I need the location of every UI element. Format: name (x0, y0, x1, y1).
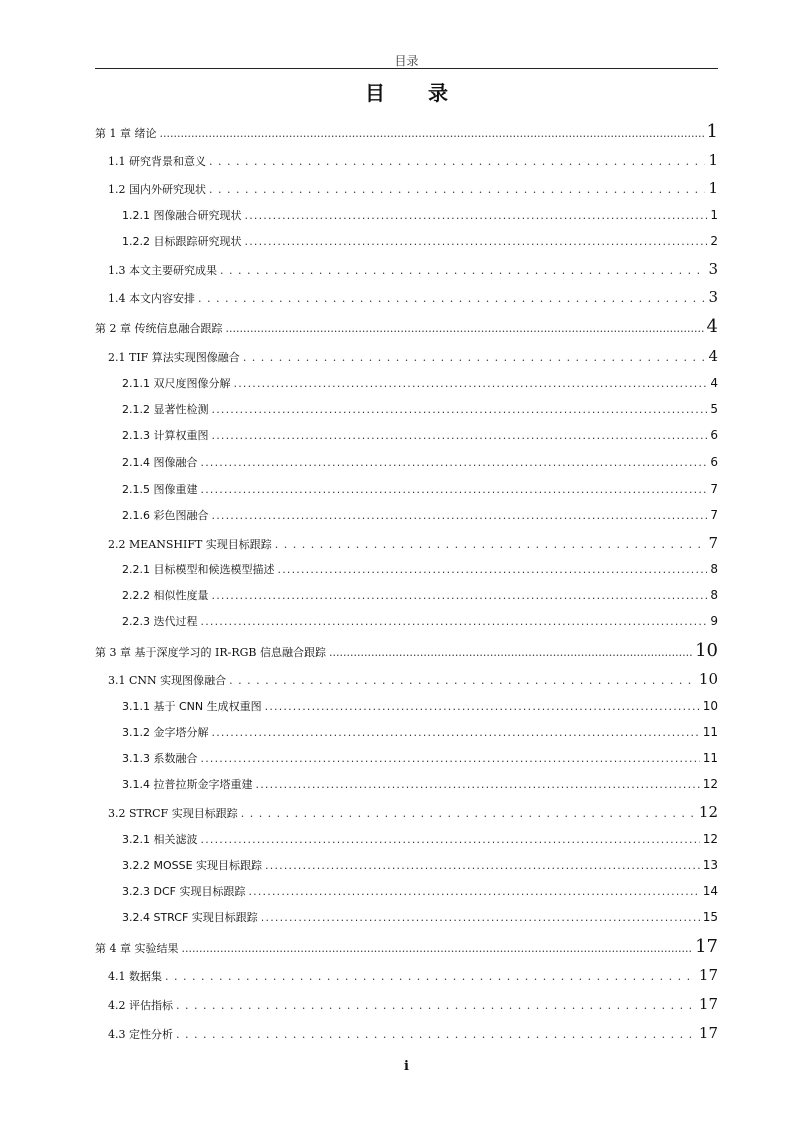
toc-subsection-3-1-2[interactable] (122, 724, 718, 740)
toc-label: 3.2.3 DCF 实现目标跟踪 (122, 885, 246, 898)
leader-dots (212, 509, 708, 522)
toc-section-4-2[interactable] (108, 995, 718, 1013)
toc-page: 4 (706, 316, 718, 337)
toc-subsection-2-1-6[interactable] (122, 507, 718, 523)
toc-label: 2.1.1 双尺度图像分解 (122, 377, 231, 390)
leader-dots (165, 970, 696, 983)
toc-section-3-2[interactable] (108, 803, 718, 821)
toc-label: 2.2.2 相似性度量 (122, 589, 209, 602)
toc-label: 1.2.1 图像融合研究现状 (122, 209, 242, 222)
leader-dots (241, 807, 696, 820)
toc-label: 第 4 章 实验结果 (95, 942, 179, 955)
leader-dots (201, 483, 708, 496)
toc-page: 12 (702, 777, 718, 791)
toc-page: 7 (708, 534, 718, 552)
toc-label: 3.2 STRCF 实现目标跟踪 (108, 807, 238, 820)
leader-dots (212, 403, 708, 416)
toc-label: 2.1.6 彩色图融合 (122, 509, 209, 522)
toc-page: 15 (702, 910, 718, 924)
toc-page: 14 (702, 884, 718, 898)
leader-dots (176, 999, 696, 1012)
toc-page: 4 (710, 376, 718, 390)
toc-page: 5 (710, 402, 718, 416)
page-number: i (404, 1059, 409, 1074)
leader-dots (220, 264, 705, 277)
toc-label: 3.1.3 系数融合 (122, 752, 198, 765)
header-rule (95, 68, 718, 69)
toc-chapter-2[interactable] (95, 316, 718, 337)
toc-subsection-2-1-4[interactable] (122, 454, 718, 470)
leader-dots (265, 700, 700, 713)
toc-label: 3.1.1 基于 CNN 生成权重图 (122, 700, 262, 713)
leader-dots (243, 351, 706, 364)
toc-section-4-3[interactable] (108, 1024, 718, 1042)
leader-dots (201, 456, 708, 469)
leader-dots (275, 538, 706, 551)
toc-label: 第 3 章 基于深度学习的 IR-RGB 信息融合跟踪 (95, 646, 326, 659)
toc-section-1-1[interactable] (108, 151, 718, 169)
leader-dots (261, 911, 700, 924)
toc-page: 3 (708, 288, 718, 306)
toc-chapter-1[interactable] (95, 121, 718, 142)
toc-chapter-4[interactable] (95, 936, 718, 957)
toc-label: 1.2 国内外研究现状 (108, 183, 206, 196)
toc-subsection-2-1-3[interactable] (122, 427, 718, 443)
toc-subsection-3-2-3[interactable] (122, 883, 718, 899)
toc-label: 第 2 章 传统信息融合跟踪 (95, 322, 223, 335)
toc-section-4-1[interactable] (108, 966, 718, 984)
toc-subsection-3-2-2[interactable] (122, 857, 718, 873)
toc-page: 1 (708, 151, 718, 169)
toc-label: 3.1.2 金字塔分解 (122, 726, 209, 739)
leader-dots (176, 1028, 696, 1041)
toc-page: 17 (698, 966, 718, 984)
toc-page: 8 (710, 562, 718, 576)
leader-dots (212, 429, 708, 442)
toc-section-2-1[interactable] (108, 347, 718, 365)
leader-dots (198, 292, 705, 305)
toc-label: 2.2.1 目标模型和候选模型描述 (122, 563, 275, 576)
toc-page: 10 (702, 699, 718, 713)
toc-subsection-2-2-2[interactable] (122, 587, 718, 603)
toc-section-2-2[interactable] (108, 534, 718, 552)
toc-label: 4.3 定性分析 (108, 1028, 173, 1041)
toc-label: 2.1.2 显著性检测 (122, 403, 209, 416)
toc-page: 1 (706, 121, 718, 142)
toc-subsection-2-2-1[interactable] (122, 561, 718, 577)
leader-dots (182, 942, 693, 955)
toc-subsection-3-1-1[interactable] (122, 698, 718, 714)
toc-label: 1.3 本文主要研究成果 (108, 264, 217, 277)
toc-section-1-3[interactable] (108, 260, 718, 278)
leader-dots (212, 589, 708, 602)
toc-label: 3.1.4 拉普拉斯金字塔重建 (122, 778, 253, 791)
toc-label: 1.2.2 目标跟踪研究现状 (122, 235, 242, 248)
toc-page: 7 (710, 482, 718, 496)
toc-page: 1 (708, 179, 718, 197)
toc-page: 4 (708, 347, 718, 365)
leader-dots (201, 833, 700, 846)
toc-label: 2.2 MEANSHIFT 实现目标跟踪 (108, 538, 272, 551)
toc-subsection-1-2-2[interactable] (122, 233, 718, 249)
toc-label: 3.2.1 相关滤波 (122, 833, 198, 846)
toc-subsection-2-1-2[interactable] (122, 401, 718, 417)
toc-label: 4.2 评估指标 (108, 999, 173, 1012)
toc-label: 4.1 数据集 (108, 970, 162, 983)
leader-dots (329, 646, 692, 659)
toc-section-1-4[interactable] (108, 288, 718, 306)
toc-subsection-3-1-3[interactable] (122, 750, 718, 766)
toc-page: 17 (695, 936, 718, 957)
leader-dots (226, 322, 704, 335)
toc-label: 2.1.4 图像融合 (122, 456, 198, 469)
leader-dots (248, 885, 699, 898)
leader-dots (209, 183, 705, 196)
toc-page: 1 (710, 208, 718, 222)
toc-page: 8 (710, 588, 718, 602)
toc-subsection-1-2-1[interactable] (122, 207, 718, 223)
toc-label: 2.1 TIF 算法实现图像融合 (108, 351, 240, 364)
leader-dots (229, 674, 696, 687)
toc-page: 6 (710, 428, 718, 442)
toc-page: 3 (708, 260, 718, 278)
toc-label: 3.2.4 STRCF 实现目标跟踪 (122, 911, 258, 924)
toc-page: 12 (698, 803, 718, 821)
toc-label: 3.2.2 MOSSE 实现目标跟踪 (122, 859, 263, 872)
toc-subsection-3-2-1[interactable] (122, 831, 718, 847)
toc-page: 11 (702, 725, 718, 739)
toc-page: 17 (698, 995, 718, 1013)
leader-dots (234, 377, 708, 390)
toc-subsection-3-2-4[interactable] (122, 909, 718, 925)
leader-dots (256, 778, 700, 791)
toc-label: 1.1 研究背景和意义 (108, 155, 206, 168)
toc-subsection-2-1-1[interactable] (122, 375, 718, 391)
leader-dots (265, 859, 700, 872)
toc-page: 7 (710, 508, 718, 522)
toc-page: 9 (710, 614, 718, 628)
toc-label: 第 1 章 绪论 (95, 127, 157, 140)
toc-subsection-2-2-3[interactable] (122, 613, 718, 629)
leader-dots (160, 127, 704, 140)
toc-page: 2 (710, 234, 718, 248)
toc-page: 13 (702, 858, 718, 872)
page-title: 目 录 (365, 81, 466, 105)
toc-label: 1.4 本文内容安排 (108, 292, 195, 305)
leader-dots (212, 726, 700, 739)
toc-label: 2.1.5 图像重建 (122, 483, 198, 496)
leader-dots (245, 235, 708, 248)
toc-label: 2.2.3 迭代过程 (122, 615, 198, 628)
toc-page: 11 (702, 751, 718, 765)
toc-page: 6 (710, 455, 718, 469)
toc-label: 2.1.3 计算权重图 (122, 429, 209, 442)
leader-dots (245, 209, 708, 222)
toc-page: 12 (702, 832, 718, 846)
running-header: 目录 (394, 54, 419, 68)
toc-page: 10 (695, 640, 718, 661)
toc-label: 3.1 CNN 实现图像融合 (108, 674, 227, 687)
toc-subsection-2-1-5[interactable] (122, 481, 718, 497)
toc-section-3-1[interactable] (108, 670, 718, 688)
leader-dots (278, 563, 708, 576)
leader-dots (201, 752, 700, 765)
toc-chapter-3[interactable] (95, 640, 718, 661)
leader-dots (201, 615, 708, 628)
toc-section-1-2[interactable] (108, 179, 718, 197)
toc-page: 10 (698, 670, 718, 688)
leader-dots (209, 155, 705, 168)
toc-subsection-3-1-4[interactable] (122, 776, 718, 792)
toc-page: 17 (698, 1024, 718, 1042)
